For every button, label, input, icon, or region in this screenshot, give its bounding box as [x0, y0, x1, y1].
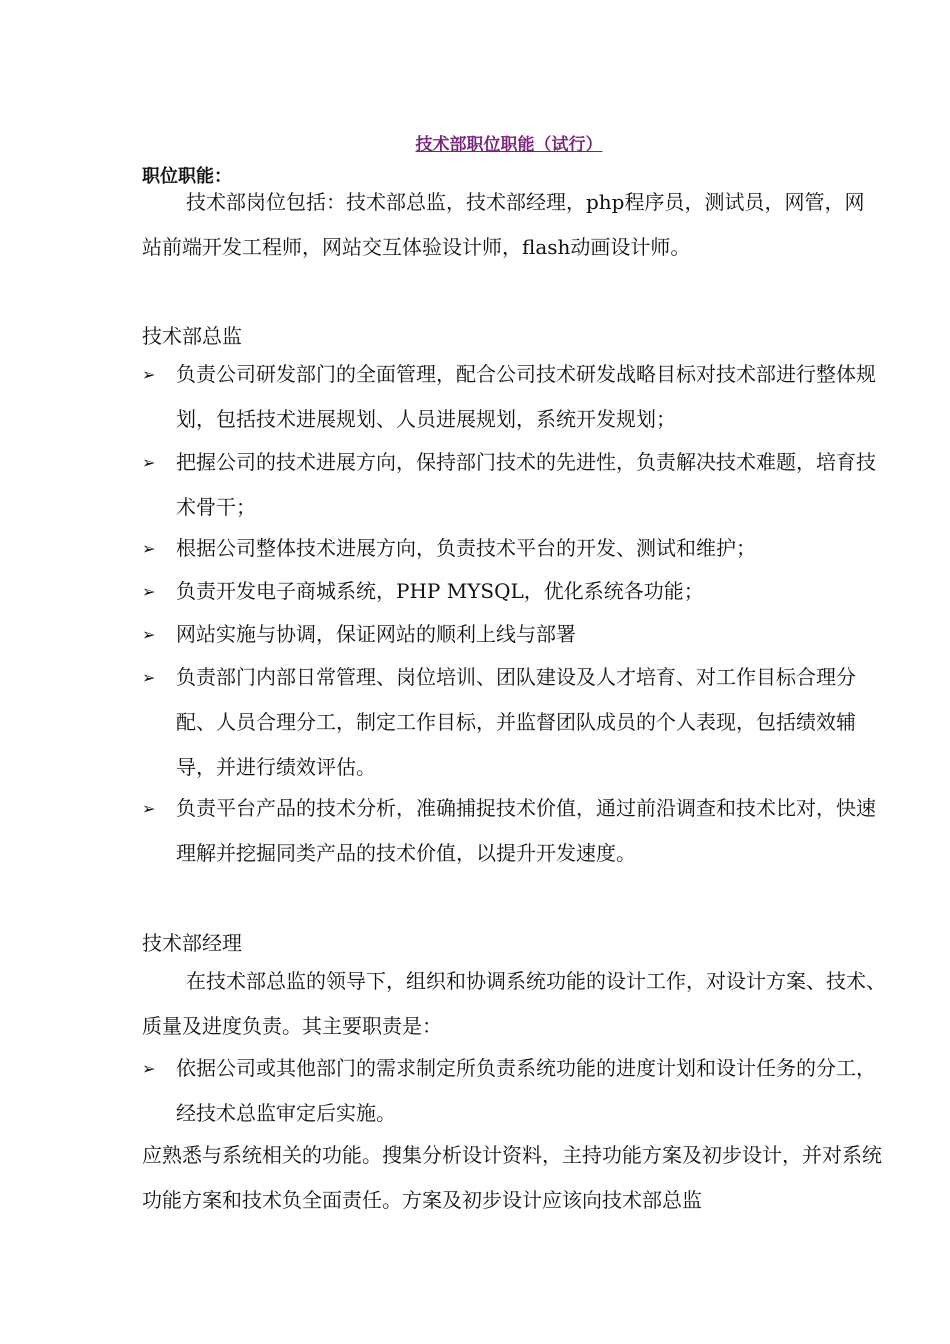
arrow-bullet-icon: ➢	[142, 625, 156, 644]
list-item-text: 网站实施与协调，保证网站的顺利上线与部署	[176, 622, 576, 646]
list-item	[142, 612, 882, 657]
list-item	[142, 526, 882, 571]
list-item	[142, 352, 882, 442]
manager-heading: 技术部经理	[142, 931, 242, 955]
arrow-bullet-icon: ➢	[142, 539, 156, 558]
list-item-text: 依据公司或其他部门的需求制定所负责系统功能的进度计划和设计任务的分工，经技术总监审定后实施。	[176, 1056, 876, 1125]
arrow-bullet-icon: ➢	[142, 1059, 156, 1078]
list-item	[142, 569, 882, 614]
list-item-text: 负责平台产品的技术分析，准确捕捉技术价值，通过前沿调查和技术比对，快速理解并挖掘同类产品的技术价值，以提升开发速度。	[176, 796, 876, 865]
list-item-text: 把握公司的技术进展方向，保持部门技术的先进性，负责解决技术难题，培育技术骨干；	[176, 450, 876, 519]
list-item-text: 根据公司整体技术进展方向，负责技术平台的开发、测试和维护；	[176, 536, 756, 560]
list-item-text: 负责部门内部日常管理、岗位培训、团队建设及人才培育、对工作目标合理分配、人员合理分工，制定工作目标，并监督团队成员的个人表现，包括绩效辅导，并进行绩效评估。	[176, 665, 856, 779]
list-item	[142, 1046, 882, 1136]
list-item-text: 负责公司研发部门的全面管理，配合公司技术研发战略目标对技术部进行整体规划，包括技术进展规划、人员进展规划，系统开发规划；	[176, 362, 876, 431]
intro-paragraph: 技术部岗位包括：技术部总监，技术部经理，php程序员，测试员，网管，网站前端开发工程师，网站交互体验设计师，flash动画设计师。	[142, 190, 865, 259]
list-item	[142, 655, 882, 790]
section-subhead: 职位职能：	[142, 166, 232, 187]
list-item	[142, 440, 882, 530]
document-title: 技术部职位职能（试行）	[415, 135, 603, 155]
list-item-text: 负责开发电子商城系统，PHP MYSQL，优化系统各功能；	[176, 579, 704, 603]
list-item	[142, 786, 882, 876]
arrow-bullet-icon: ➢	[142, 453, 156, 472]
manager-intro: 在技术部总监的领导下，组织和协调系统功能的设计工作，对设计方案、技术、质量及进度负责。其主要职责是：	[142, 969, 886, 1038]
arrow-bullet-icon: ➢	[142, 668, 156, 687]
manager-tail-paragraph: 应熟悉与系统相关的功能。搜集分析设计资料，主持功能方案及初步设计，并对系统功能方案和技术负全面责任。方案及初步设计应该向技术部总监	[142, 1143, 882, 1212]
arrow-bullet-icon: ➢	[142, 582, 156, 601]
director-heading: 技术部总监	[142, 324, 242, 348]
arrow-bullet-icon: ➢	[142, 365, 156, 384]
arrow-bullet-icon: ➢	[142, 799, 156, 818]
